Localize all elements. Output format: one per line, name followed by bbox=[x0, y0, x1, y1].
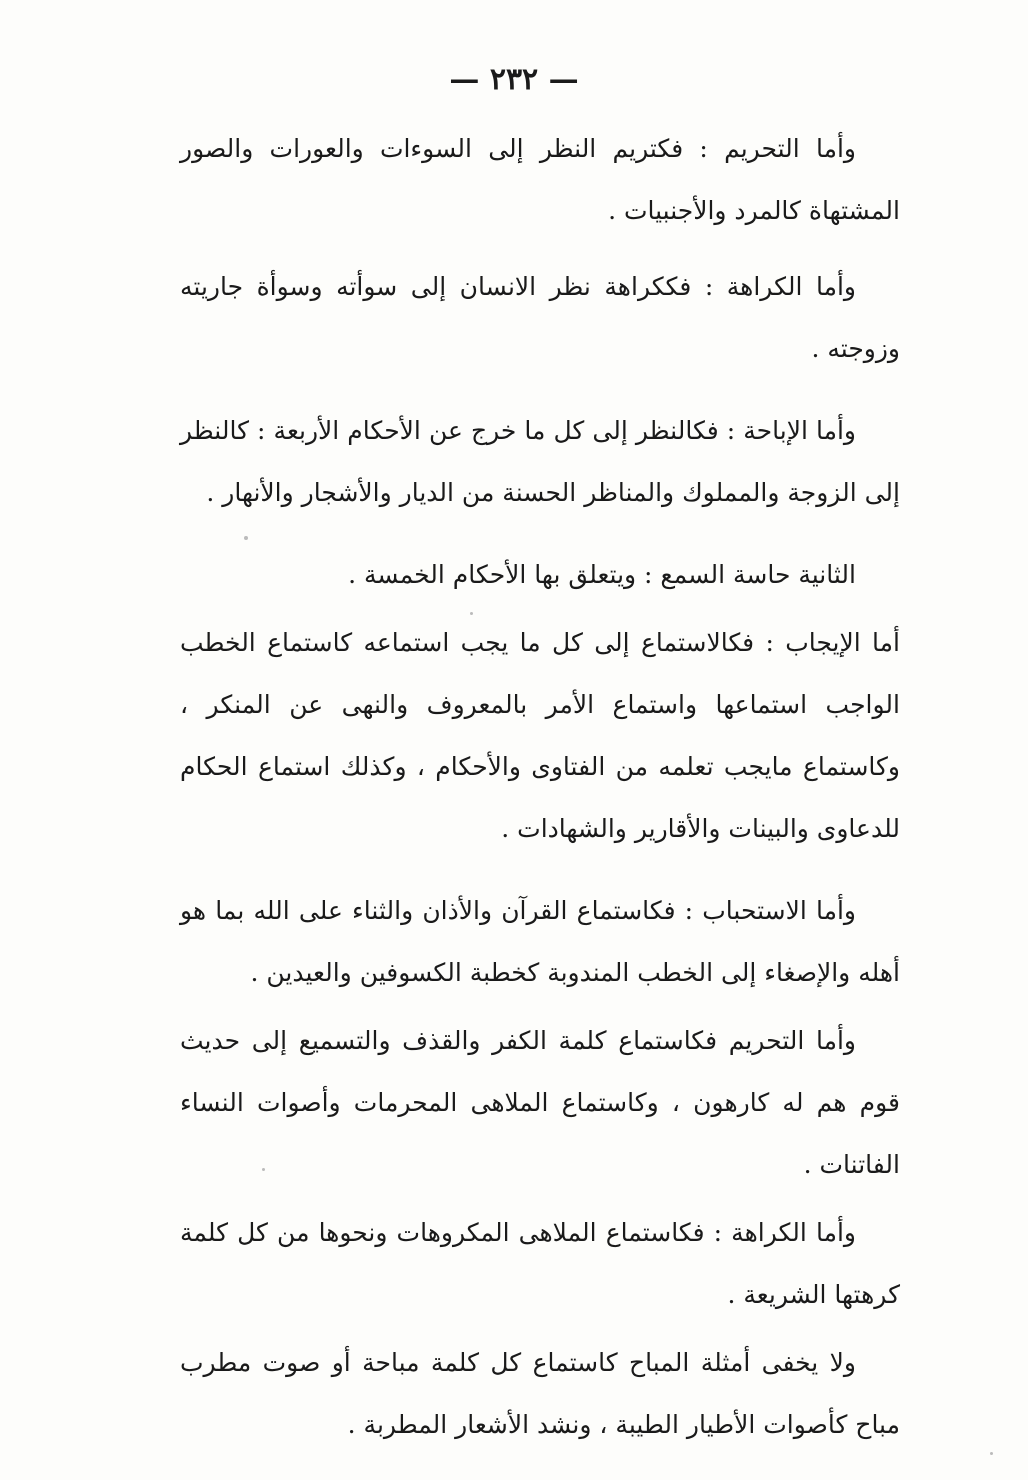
paragraph-sight-dislike: وأما الكراهة : فككراهة نظر الانسان إلى سوأته وسوأة جاريته وزوجته . bbox=[180, 272, 900, 363]
paragraph-hearing-obligation: أما الإيجاب : فكالاستماع إلى كل ما يجب استماعه كاستماع الخطب الواجب استماعها واستماع الأمر بالمعروف والنهى عن المنكر ، وكاستماع مايجب تعلمه من الفتاوى والأحكام ، وكذلك استماع الحكام للدعاوى والبينات والأقارير والشهادات . bbox=[180, 628, 900, 843]
paragraph-hearing-prohibition: وأما التحريم فكاستماع كلمة الكفر والقذف والتسميع إلى حديث قوم هم له كارهون ، وكاستماع الملاهى المحرمات وأصوات النساء الفاتنات . bbox=[180, 1026, 900, 1179]
paragraph-sight-prohibition: وأما التحريم : فكتريم النظر إلى السوءات والعورات والصور المشتهاة كالمرد والأجنبيات . bbox=[180, 134, 900, 225]
page-number: — ٢٣٢ — bbox=[449, 62, 579, 97]
scan-speck bbox=[262, 1168, 265, 1171]
paragraph-hearing-dislike: وأما الكراهة : فكاستماع الملاهى المكروهات ونحوها من كل كلمة كرهتها الشريعة . bbox=[180, 1218, 900, 1309]
scan-speck bbox=[470, 612, 473, 615]
scan-speck bbox=[244, 536, 248, 540]
paragraph-hearing-recommendation: وأما الاستحباب : فكاستماع القرآن والأذان والثناء على الله بما هو أهله والإصغاء إلى الخطب المندوبة كخطبة الكسوفين والعيدين . bbox=[180, 896, 900, 987]
paragraph-sight-permission: وأما الإباحة : فكالنظر إلى كل ما خرج عن الأحكام الأربعة : كالنظر إلى الزوجة والمملوك والمناظر الحسنة من الديار والأشجار والأنهار . bbox=[180, 416, 900, 507]
paragraph-hearing-heading: الثانية حاسة السمع : ويتعلق بها الأحكام الخمسة . bbox=[348, 560, 856, 589]
scan-speck bbox=[990, 1452, 993, 1455]
page-body bbox=[180, 118, 900, 1456]
paragraph-hearing-permission: ولا يخفى أمثلة المباح كاستماع كل كلمة مباحة أو صوت مطرب مباح كأصوات الأطيار الطيبة ، ونشد الأشعار المطربة . bbox=[180, 1348, 900, 1439]
